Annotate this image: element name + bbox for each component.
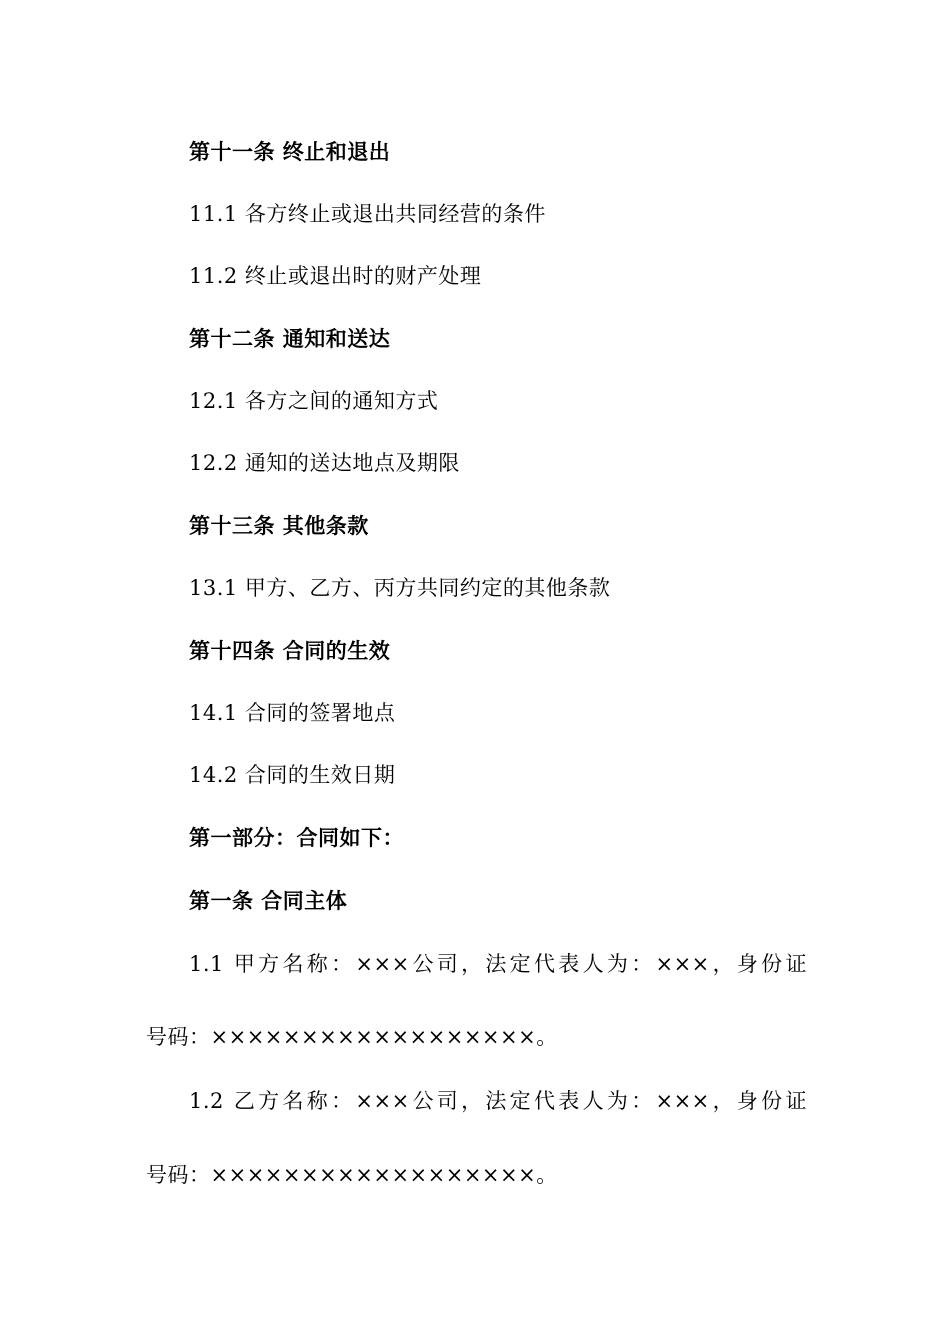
article-14-heading: 第十四条 合同的生效 [189,639,391,663]
clause-11-2: 11.2 终止或退出时的财产处理 [189,264,482,288]
clause-1-2-line2: 号码：××××××××××××××××××。 [146,1163,558,1187]
article-12-heading: 第十二条 通知和送达 [189,327,391,351]
clause-14-1: 14.1 合同的签署地点 [189,701,396,725]
clause-1-2-line1: 1.2 乙方名称：×××公司，法定代表人为：×××，身份证 [189,1089,807,1113]
clause-14-2: 14.2 合同的生效日期 [189,763,396,787]
clause-13-1: 13.1 甲方、乙方、丙方共同约定的其他条款 [189,576,611,600]
part-one-heading: 第一部分：合同如下： [189,826,404,850]
clause-12-1: 12.1 各方之间的通知方式 [189,389,439,413]
clause-12-2: 12.2 通知的送达地点及期限 [189,451,460,475]
clause-1-1-line2: 号码：××××××××××××××××××。 [146,1025,558,1049]
article-13-heading: 第十三条 其他条款 [189,514,369,538]
clause-1-1-line1: 1.1 甲方名称：×××公司，法定代表人为：×××，身份证 [189,952,807,976]
article-1-heading: 第一条 合同主体 [189,889,348,913]
article-11-heading: 第十一条 终止和退出 [189,140,391,164]
clause-11-1: 11.1 各方终止或退出共同经营的条件 [189,202,546,226]
